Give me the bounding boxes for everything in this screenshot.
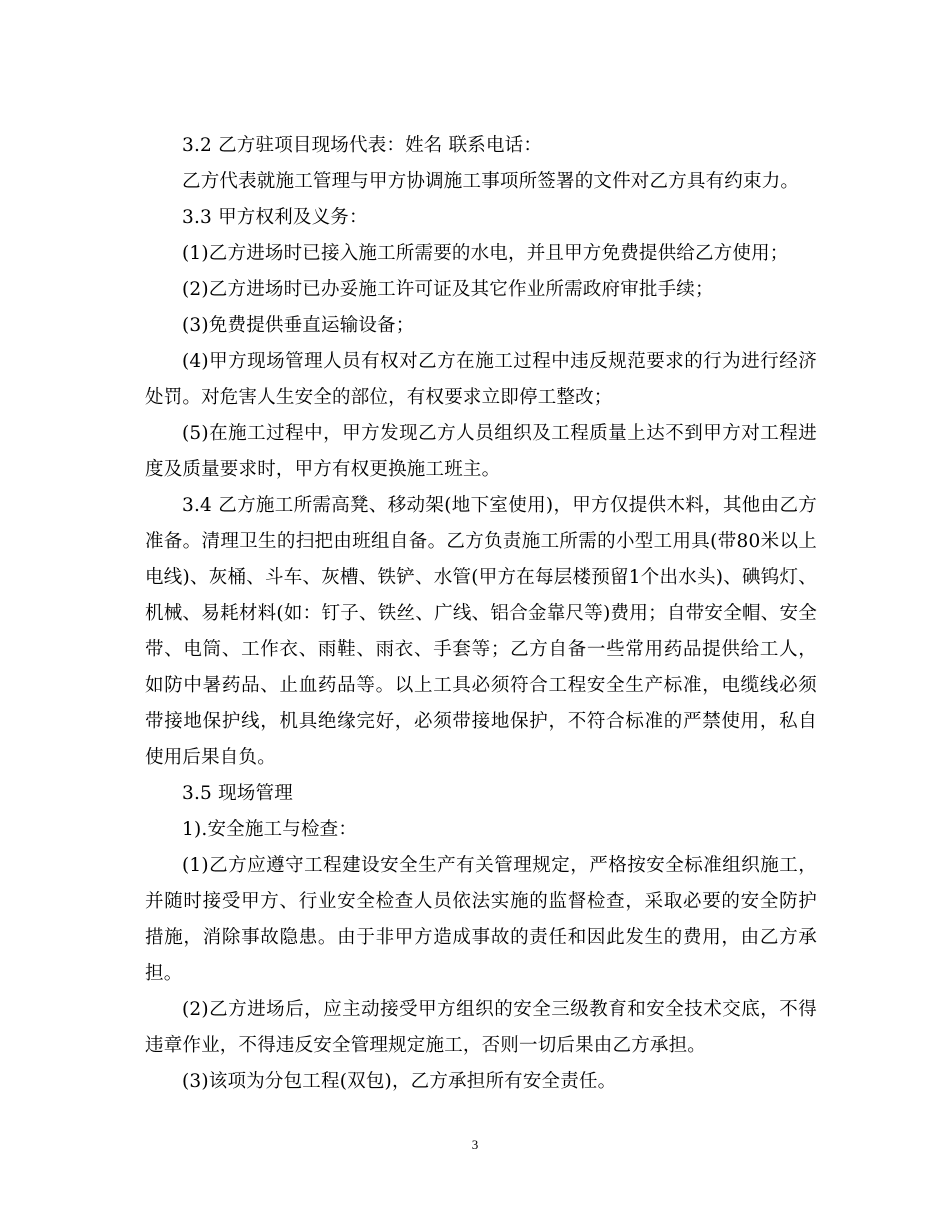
paragraph-rep-authority: 乙方代表就施工管理与甲方协调施工事项所签署的文件对乙方具有约束力。 [182,171,800,192]
paragraph-safety-heading: 1).安全施工与检查： [182,819,358,840]
document-body [145,128,817,1100]
paragraph-party-a-heading: 3.3 甲方权利及义务： [182,207,368,228]
paragraph-site-management-heading: 3.5 现场管理 [182,783,293,804]
paragraph-item-5: (5)在施工过程中，甲方发现乙方人员组织及工程质量上达不到甲方对工程进度及质量要求时，甲方有权更换施工班主。 [145,423,817,480]
paragraph-rep-site: 3.2 乙方驻项目现场代表：姓名 联系电话： [182,135,543,156]
page-number: 3 [471,1137,479,1152]
paragraph-safety-1: (1)乙方应遵守工程建设安全生产有关管理规定，严格按安全标准组织施工，并随时接受甲方、行业安全检查人员依法实施的监督检查，采取必要的安全防护措施，消除事故隐患。由于非甲方造成事故的责任和因此发生的费用，由乙方承担。 [145,855,817,984]
paragraph-item-3: (3)免费提供垂直运输设备； [182,315,415,336]
paragraph-item-1: (1)乙方进场时已接入施工所需要的水电，并且甲方免费提供给乙方使用； [182,243,789,264]
paragraph-safety-3: (3)该项为分包工程(双包)，乙方承担所有安全责任。 [182,1071,617,1092]
paragraph-item-4: (4)甲方现场管理人员有权对乙方在施工过程中违反规范要求的行为进行经济处罚。对危害人生安全的部位，有权要求立即停工整改； [145,351,817,408]
paragraph-safety-2: (2)乙方进场后，应主动接受甲方组织的安全三级教育和安全技术交底，不得违章作业，不得违反安全管理规定施工，否则一切后果由乙方承担。 [145,999,817,1056]
paragraph-item-2: (2)乙方进场时已办妥施工许可证及其它作业所需政府审批手续； [182,279,714,300]
paragraph-tools: 3.4 乙方施工所需高凳、移动架(地下室使用)，甲方仅提供木料，其他由乙方准备。清理卫生的扫把由班组自备。乙方负责施工所需的小型工用具(带80米以上电线)、灰桶、斗车、灰槽、铁铲、水管(甲方在每层楼预留1个出水头)、碘钨灯、机械、易耗材料(如：钉子、铁丝、广线、铝合金靠尺等)费用；自带安全帽、安全带、电筒、工作衣、雨鞋、雨衣、手套等；乙方自备一些常用药品提供给工人，如防中暑药品、止血药品等。以上工具必须符合工程安全生产标准，电缆线必须带接地保护线，机具绝缘完好，必须带接地保护，不符合标准的严禁使用，私自使用后果自负。 [145,495,817,768]
